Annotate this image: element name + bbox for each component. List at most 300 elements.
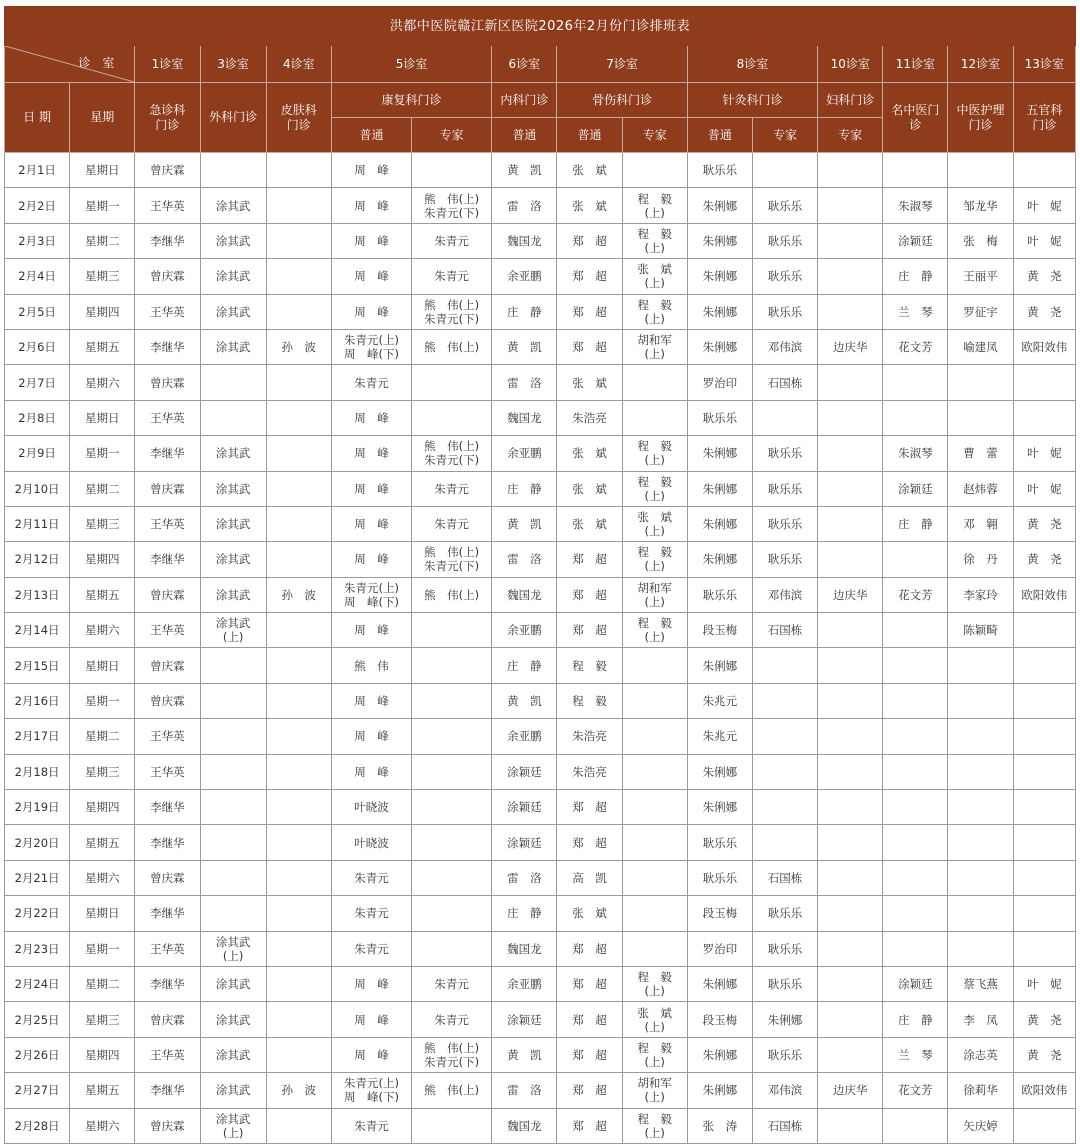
cell-text: 朱淑琴 [898,446,933,461]
cell-text: 欧阳效伟 [1021,340,1068,355]
doctor-cell [622,1002,687,1037]
cell-text: 黄 尧 [1027,304,1062,319]
room-11: 11诊室 [883,46,948,83]
table-row [5,613,1076,648]
table-row [5,506,1076,541]
cell-text: 2月4日 [18,269,56,284]
doctor-cell [557,577,622,612]
cell-text: 程 毅 (上) [637,545,672,574]
cell-text: 王丽平 [963,269,998,284]
cell-text: 2月5日 [18,304,56,319]
doctor-cell [752,648,817,683]
doctor-cell [200,1002,266,1037]
doctor-cell [557,1037,622,1072]
cell-text: 程 毅 (上) [637,191,672,220]
doctor-cell [492,966,557,1001]
doctor-cell [622,966,687,1001]
doctor-cell [687,542,752,577]
cell-text: 郑 超 [572,1047,607,1062]
cell-text: 星期六 [85,1118,120,1133]
doctor-cell [135,577,200,612]
doctor-cell [200,790,266,825]
cell-text: 耿乐乐 [767,446,803,461]
cell-text: 朱青元 [434,1012,469,1027]
doctor-cell [200,754,266,789]
acu-general: 普通 [687,118,752,153]
doctor-cell [883,931,948,966]
cell-text: 耿乐乐 [767,269,803,284]
cell-text: 庄 静 [898,269,933,284]
doctor-cell [687,966,752,1001]
doctor-cell [622,436,687,471]
doctor-cell [135,1108,200,1143]
doctor-cell [948,790,1013,825]
table-row [5,294,1076,329]
room-3: 3诊室 [200,46,266,83]
date-cell [5,400,70,435]
doctor-cell [948,754,1013,789]
doctor-cell [752,153,817,188]
cell-text: 涂颖廷 [507,764,542,779]
doctor-cell [687,259,752,294]
doctor-cell [883,577,948,612]
cell-text: 朱青元 [354,871,389,885]
doctor-cell [492,613,557,648]
cell-text: 孙 波 [281,340,317,355]
ortho-general: 普通 [557,118,622,153]
cell-text: 李继华 [150,340,185,355]
weekday-cell [70,825,135,860]
doctor-cell [1013,400,1075,435]
doctor-cell [1013,294,1075,329]
cell-text: 星期二 [85,481,120,496]
cell-text: 张 梅 [963,233,998,248]
doctor-cell [948,648,1013,683]
doctor-cell [883,754,948,789]
doctor-cell [948,683,1013,718]
doctor-cell [266,966,331,1001]
doctor-cell [1013,506,1075,541]
cell-text: 朱青元 [354,375,389,390]
doctor-cell [557,683,622,718]
doctor-cell [492,1002,557,1037]
schedule-body [5,153,1076,1144]
doctor-cell [266,542,331,577]
doctor-cell [752,825,817,860]
doctor-cell [135,931,200,966]
weekday-cell [70,966,135,1001]
cell-text: 欧阳效伟 [1021,587,1068,602]
cell-text: 耿乐乐 [767,304,803,319]
doctor-cell [331,825,411,860]
table-row [5,471,1076,506]
room-12: 12诊室 [948,46,1013,83]
cell-text: 郑 超 [572,800,607,815]
cell-text: 周 峰 [354,198,389,213]
doctor-cell [331,1002,411,1037]
cell-text: 边庆华 [832,1083,868,1098]
doctor-cell [135,436,200,471]
doctor-cell [266,471,331,506]
doctor-cell [752,613,817,648]
doctor-cell [200,436,266,471]
doctor-cell [622,790,687,825]
corner-header [5,46,135,83]
doctor-cell [135,790,200,825]
cell-text: 涂其武 (上) [215,1111,251,1140]
doctor-cell [135,365,200,400]
doctor-cell [622,542,687,577]
date-cell [5,1108,70,1143]
date-cell [5,188,70,223]
doctor-cell [752,1108,817,1143]
doctor-cell [818,754,883,789]
doctor-cell [883,860,948,895]
weekday-cell [70,860,135,895]
doctor-cell [412,259,492,294]
cell-text: 黄 尧 [1027,1012,1062,1027]
doctor-cell [1013,790,1075,825]
cell-text: 程 毅 (上) [637,616,672,645]
table-row [5,896,1076,931]
doctor-cell [200,400,266,435]
doctor-cell [883,648,948,683]
doctor-cell [266,648,331,683]
doctor-cell [1013,223,1075,258]
weekday-cell [70,329,135,364]
acu-expert: 专家 [752,118,817,153]
doctor-cell [883,188,948,223]
cell-text: 程 毅 (上) [637,1111,672,1140]
doctor-cell [135,754,200,789]
cell-text: 张 斌 [572,446,607,461]
doctor-cell [752,790,817,825]
cell-text: 胡和军 (上) [637,1076,672,1105]
table-row [5,223,1076,258]
date-cell [5,825,70,860]
weekday-cell [70,931,135,966]
doctor-cell [492,577,557,612]
doctor-cell [818,1108,883,1143]
doctor-cell [412,365,492,400]
doctor-cell [948,436,1013,471]
cell-text: 段玉梅 [702,623,738,638]
doctor-cell [266,365,331,400]
doctor-cell [622,577,687,612]
doctor-cell [687,436,752,471]
doctor-cell [135,613,200,648]
doctor-cell [331,365,411,400]
doctor-cell [883,506,948,541]
cell-text: 邓伟滨 [767,587,803,602]
rehab-expert: 专家 [412,118,492,153]
date-cell [5,931,70,966]
cell-text: 魏国龙 [507,941,542,956]
doctor-cell [1013,1037,1075,1072]
cell-text: 2月22日 [14,906,60,921]
cell-text: 雷 洛 [507,552,542,567]
weekday-cell [70,506,135,541]
doctor-cell [818,436,883,471]
cell-text: 耿乐乐 [702,835,738,850]
doctor-cell [412,966,492,1001]
cell-text: 张 斌 (上) [637,262,672,291]
cell-text: 庄 静 [507,658,542,673]
cell-text: 2月12日 [14,552,60,567]
cell-text: 矢庆婷 [963,1118,998,1133]
doctor-cell [200,188,266,223]
doctor-cell [687,400,752,435]
cell-text: 朱青元(上) 周 峰(下) [343,580,399,609]
cell-text: 边庆华 [832,340,868,355]
cell-text: 朱俐娜 [702,658,738,673]
cell-text: 张 斌 [572,906,607,921]
cell-text: 余亚鹏 [507,269,542,284]
cell-text: 星期三 [85,517,120,532]
weekday-cell [70,188,135,223]
cell-text: 王华英 [150,198,185,213]
cell-text: 邹龙华 [963,198,998,213]
doctor-cell [818,506,883,541]
doctor-cell [266,153,331,188]
weekday-cell [70,294,135,329]
cell-text: 星期一 [85,941,120,956]
doctor-cell [266,1108,331,1143]
cell-text: 郑 超 [572,587,607,602]
weekday-cell [70,648,135,683]
doctor-cell [557,966,622,1001]
doctor-cell [557,860,622,895]
cell-text: 叶 妮 [1027,446,1062,461]
doctor-cell [412,790,492,825]
cell-text: 耿乐乐 [767,552,803,567]
table-row [5,683,1076,718]
doctor-cell [200,365,266,400]
cell-text: 黄 凯 [507,1047,542,1062]
cell-text: 张 斌 (上) [637,510,672,539]
doctor-cell [883,294,948,329]
doctor-cell [266,294,331,329]
cell-text: 郑 超 [572,233,607,248]
room-10: 10诊室 [818,46,883,83]
doctor-cell [557,754,622,789]
cell-text: 赵炜蓉 [963,481,998,496]
doctor-cell [135,1037,200,1072]
doctor-cell [492,790,557,825]
table-row [5,1037,1076,1072]
schedule-table-wrapper [4,6,1076,1144]
doctor-cell [135,966,200,1001]
doctor-cell [200,719,266,754]
date-cell [5,329,70,364]
cell-text: 朱俐娜 [702,764,738,779]
cell-text: 李继华 [150,552,185,567]
cell-text: 涂颖廷 [507,800,542,815]
doctor-cell [331,329,411,364]
doctor-cell [557,790,622,825]
cell-text: 郑 超 [572,977,607,992]
weekday-cell [70,259,135,294]
cell-text: 郑 超 [572,304,607,319]
doctor-cell [687,1108,752,1143]
doctor-cell [883,329,948,364]
doctor-cell [412,188,492,223]
doctor-cell [883,365,948,400]
cell-text: 黄 尧 [1027,517,1062,532]
doctor-cell [883,896,948,931]
doctor-cell [948,400,1013,435]
cell-text: 2月28日 [14,1118,60,1133]
doctor-cell [687,648,752,683]
cell-text: 熊 伟(上) 朱青元(下) [424,297,480,326]
weekday-cell [70,400,135,435]
cell-text: 星期四 [85,552,120,567]
doctor-cell [948,896,1013,931]
doctor-cell [1013,542,1075,577]
doctor-cell [818,400,883,435]
doctor-cell [818,577,883,612]
doctor-cell [1013,259,1075,294]
doctor-cell [1013,1073,1075,1108]
doctor-cell [1013,966,1075,1001]
cell-text: 周 峰 [354,694,389,709]
doctor-cell [752,896,817,931]
doctor-cell [1013,896,1075,931]
cell-text: 庄 静 [507,481,542,496]
cell-text: 耿乐乐 [702,871,738,885]
doctor-cell [492,1073,557,1108]
doctor-cell [622,754,687,789]
doctor-cell [883,1108,948,1143]
doctor-cell [557,365,622,400]
cell-text: 李继华 [150,977,185,992]
doctor-cell [948,223,1013,258]
cell-text: 郑 超 [572,1118,607,1133]
cell-text: 朱青元 [354,906,389,921]
weekday-cell [70,1108,135,1143]
cell-text: 花文芳 [898,1083,933,1098]
cell-text: 周 峰 [354,977,389,992]
cell-text: 曾庆霖 [150,1118,185,1133]
doctor-cell [135,506,200,541]
cell-text: 耿乐乐 [767,198,803,213]
doctor-cell [412,719,492,754]
doctor-cell [412,542,492,577]
doctor-cell [752,860,817,895]
cell-text: 黄 凯 [507,340,542,355]
cell-text: 郑 超 [572,941,607,956]
dept-emergency: 急诊科 门诊 [135,83,200,153]
cell-text: 曾庆霖 [150,871,185,885]
cell-text: 耿乐乐 [702,410,738,425]
cell-text: 叶 妮 [1027,481,1062,496]
cell-text: 星期二 [85,729,120,744]
doctor-cell [266,754,331,789]
cell-text: 石国栋 [767,623,803,638]
date-cell [5,754,70,789]
doctor-cell [492,223,557,258]
doctor-cell [622,931,687,966]
doctor-cell [622,860,687,895]
cell-text: 邓伟滨 [767,1083,803,1098]
doctor-cell [266,931,331,966]
doctor-cell [492,542,557,577]
date-cell [5,683,70,718]
cell-text: 周 峰 [354,623,389,638]
cell-text: 李继华 [150,1083,185,1098]
cell-text: 耿乐乐 [767,481,803,496]
cell-text: 朱俐娜 [702,233,738,248]
doctor-cell [1013,825,1075,860]
cell-text: 周 峰 [354,304,389,319]
cell-text: 涂其武 [215,304,251,319]
cell-text: 雷 洛 [507,198,542,213]
weekday-cell [70,683,135,718]
cell-text: 耿乐乐 [767,941,803,956]
doctor-cell [1013,471,1075,506]
cell-text: 庄 静 [898,517,933,532]
doctor-cell [557,896,622,931]
cell-text: 2月26日 [14,1047,60,1062]
table-row [5,577,1076,612]
date-cell [5,294,70,329]
cell-text: 涂其武 [215,1047,251,1062]
weekday-cell [70,471,135,506]
doctor-cell [135,896,200,931]
doctor-cell [492,329,557,364]
cell-text: 程 毅 (上) [637,970,672,999]
doctor-cell [622,613,687,648]
date-cell [5,223,70,258]
doctor-cell [331,754,411,789]
doctor-cell [135,542,200,577]
doctor-cell [492,931,557,966]
cell-text: 星期三 [85,1012,120,1027]
cell-text: 周 峰 [354,517,389,532]
table-row [5,754,1076,789]
cell-text: 魏国龙 [507,587,542,602]
doctor-cell [1013,931,1075,966]
table-row [5,931,1076,966]
room-4: 4诊室 [266,46,331,83]
date-cell [5,506,70,541]
doctor-cell [331,613,411,648]
doctor-cell [818,294,883,329]
cell-text: 雷 洛 [507,1083,542,1098]
doctor-cell [948,1002,1013,1037]
cell-text: 黄 尧 [1027,1047,1062,1062]
cell-text: 2月19日 [14,800,60,815]
cell-text: 涂颖廷 [898,481,933,496]
doctor-cell [412,825,492,860]
doctor-cell [1013,1002,1075,1037]
doctor-cell [200,648,266,683]
doctor-cell [752,471,817,506]
weekday-cell [70,365,135,400]
cell-text: 庄 静 [507,906,542,921]
doctor-cell [331,400,411,435]
doctor-cell [622,896,687,931]
doctor-cell [818,966,883,1001]
doctor-cell [200,896,266,931]
doctor-cell [687,294,752,329]
cell-text: 朱俐娜 [702,269,738,284]
doctor-cell [883,1037,948,1072]
weekday-cell [70,790,135,825]
doctor-cell [818,542,883,577]
doctor-cell [687,1037,752,1072]
cell-text: 花文芳 [898,587,933,602]
